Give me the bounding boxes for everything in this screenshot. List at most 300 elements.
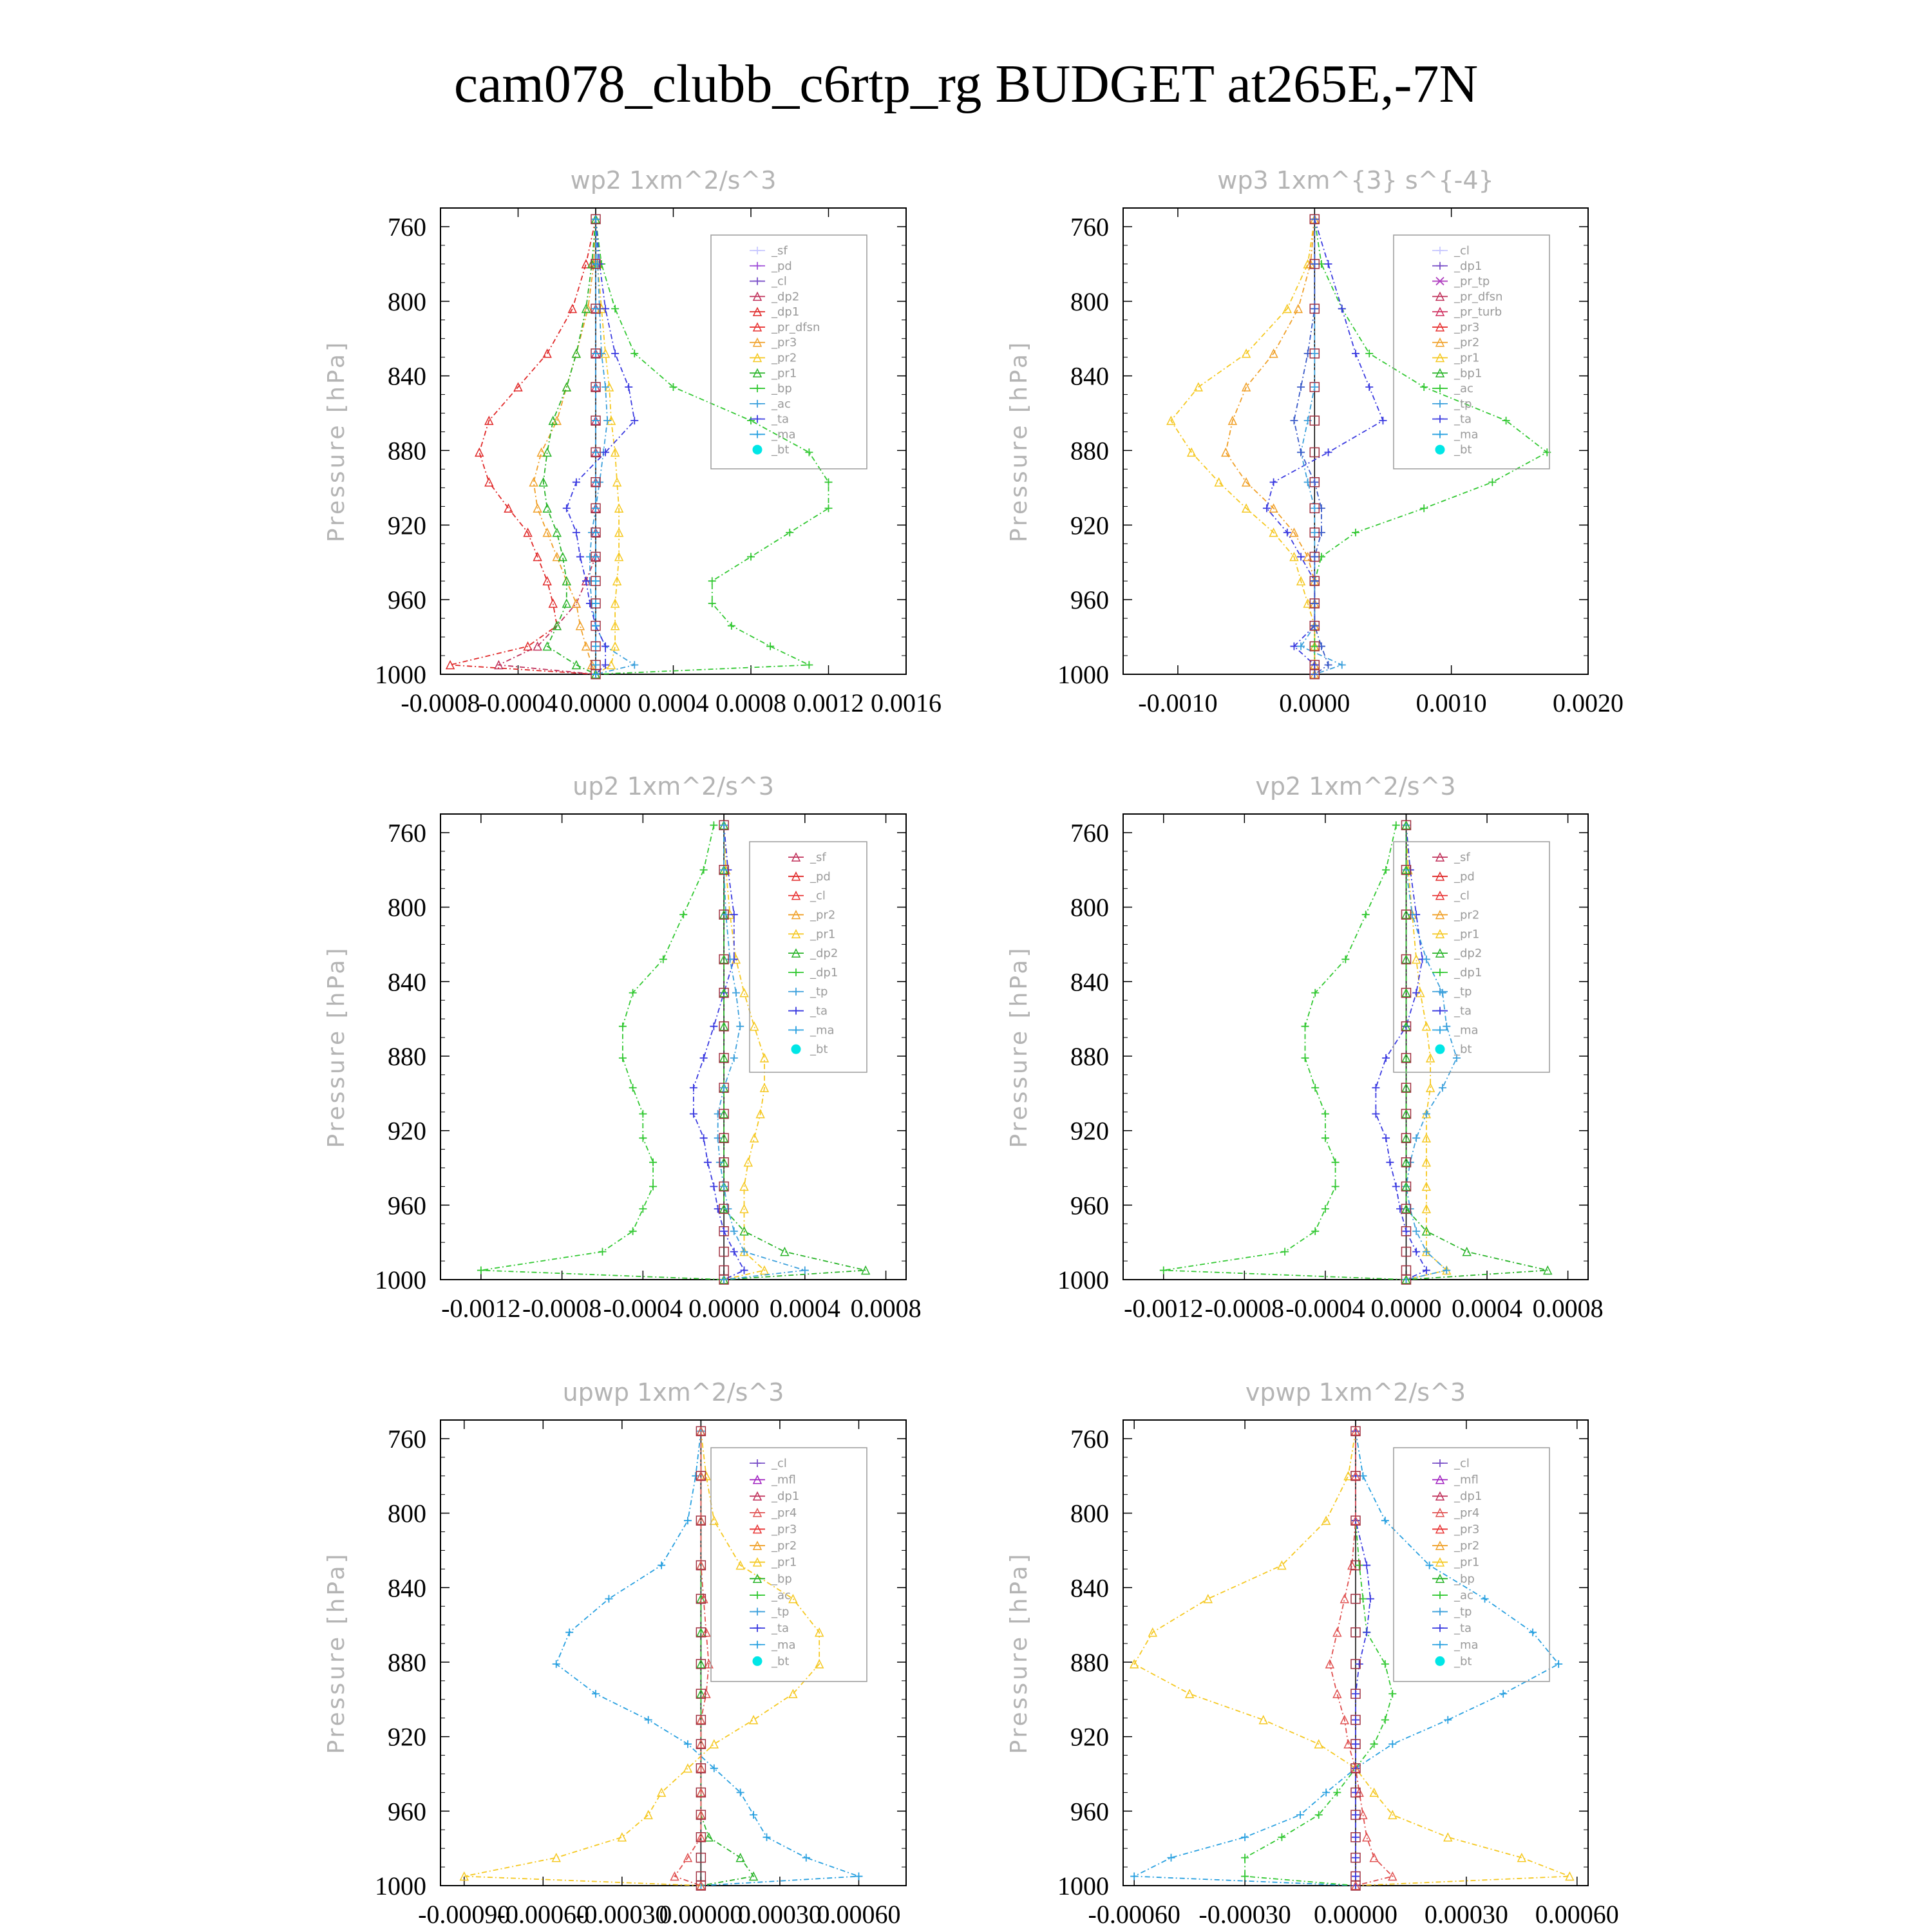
data-point-bp [649, 1182, 657, 1190]
series-line-ta [1356, 1431, 1370, 1886]
y-tick-label: 960 [388, 1797, 426, 1826]
data-point-ac [1443, 1023, 1450, 1030]
legend-label: _pr_dfsn [772, 320, 820, 334]
data-point-pr3 [1294, 305, 1302, 312]
legend-label: _pr1 [772, 366, 797, 381]
x-tick-label: 0.0008 [850, 1294, 922, 1323]
legend-marker-bt [1435, 1045, 1444, 1054]
data-point-pr2 [1444, 1833, 1452, 1841]
x-tick-label: 0.0012 [793, 688, 864, 717]
x-tick-label: -0.0008 [401, 688, 480, 717]
data-point-ta [1412, 989, 1420, 997]
series-line-ta [694, 825, 744, 1280]
data-point-dp1 [544, 577, 551, 585]
data-point-bp [1420, 504, 1428, 512]
data-point-bp [639, 1205, 647, 1213]
y-tick-label: 760 [388, 212, 426, 242]
series-line-pr2 [1171, 219, 1314, 674]
legend-label: _pr3 [772, 336, 797, 350]
data-point-ma [692, 1472, 699, 1480]
data-point-ta [1325, 260, 1332, 268]
x-tick-label: 0.0016 [871, 688, 942, 717]
legend-marker-cl [1436, 262, 1444, 270]
data-point-ma [592, 643, 600, 650]
data-point-ma [1444, 1716, 1452, 1724]
y-tick-label: 1000 [375, 1265, 426, 1294]
data-point-ta [1382, 1134, 1390, 1142]
data-point-ta [700, 1134, 708, 1142]
legend-label: _pr_dfsn [1454, 290, 1503, 304]
y-axis-label: Pressure [hPa] [323, 1551, 350, 1754]
data-point-tp [1311, 600, 1318, 607]
legend-label: _pr2 [1454, 1539, 1480, 1553]
legend-label: _pd [772, 259, 792, 273]
data-point-tp [1311, 577, 1318, 585]
data-point-bp [708, 577, 716, 585]
data-point-ta [1412, 1248, 1420, 1256]
data-point-ma [592, 350, 600, 357]
y-tick-label: 840 [388, 967, 426, 997]
series-line-pr4 [1330, 1431, 1392, 1886]
series-line-pr1 [701, 1431, 753, 1886]
legend-label: _sf [772, 244, 788, 258]
panel-title: upwp 1xm^2/s^3 [562, 1378, 784, 1406]
y-tick-label: 760 [1070, 818, 1109, 848]
data-point-ma [605, 1595, 612, 1603]
y-axis-label: Pressure [hPa] [323, 339, 350, 543]
series-line-pr2 [596, 219, 619, 674]
legend-label: _bt [1454, 443, 1472, 457]
data-point-ac [1311, 350, 1318, 357]
data-point-ma [1529, 1629, 1537, 1636]
data-point-bp [1311, 643, 1318, 650]
series-line-bp [481, 825, 724, 1280]
y-tick-label: 1000 [375, 1871, 426, 1900]
series-line-pr3 [534, 219, 596, 674]
data-point-ta [1352, 350, 1359, 357]
legend-box [750, 842, 867, 1072]
data-point-tp [1325, 661, 1332, 669]
panel-1 [323, 166, 942, 717]
series-line-ac [718, 825, 805, 1280]
x-tick-label: -0.00030 [1198, 1900, 1291, 1929]
panel-6 [1006, 1378, 1619, 1929]
data-point-ac [730, 1227, 738, 1235]
y-tick-label: 920 [1070, 1116, 1109, 1146]
y-tick-label: 800 [1070, 893, 1109, 922]
data-point-ac [601, 383, 609, 391]
y-tick-label: 880 [1070, 436, 1109, 466]
data-point-ac [720, 1084, 728, 1092]
legend-marker-ta [1436, 1007, 1444, 1015]
legend-label: _pr4 [772, 1506, 797, 1520]
legend-label: _cl [1454, 889, 1470, 903]
x-tick-label: -0.0008 [522, 1294, 602, 1323]
data-point-bp [629, 1084, 637, 1092]
data-point-ta [741, 1267, 748, 1274]
data-point-tp [1311, 215, 1318, 223]
y-axis-label: Pressure [hPa] [323, 945, 350, 1148]
data-point-bp [825, 478, 833, 486]
y-tick-label: 840 [1070, 361, 1109, 391]
data-point-ta [1352, 1716, 1359, 1724]
data-point-pr2 [618, 1833, 626, 1841]
legend-marker-bp [1436, 1591, 1444, 1599]
data-point-ma [1481, 1595, 1489, 1603]
legend-label: _mfl [772, 1473, 796, 1487]
data-point-ac [1338, 661, 1346, 669]
data-point-pr2 [744, 1159, 752, 1166]
panel-2 [1006, 166, 1624, 717]
legend-label: _pr3 [1454, 1522, 1480, 1537]
data-point-ta [1379, 417, 1387, 424]
y-tick-label: 1000 [1057, 1871, 1109, 1900]
data-point-bp [710, 821, 717, 829]
legend-label: _bp [1454, 1572, 1475, 1586]
legend-label: _dp1 [772, 305, 800, 319]
y-tick-label: 1000 [1057, 1265, 1109, 1294]
x-tick-label: -0.0012 [1124, 1294, 1204, 1323]
y-tick-label: 840 [1070, 1573, 1109, 1603]
data-point-ma [802, 1854, 810, 1862]
data-point-pr2 [750, 1023, 758, 1030]
legend-label: _bp [772, 382, 792, 396]
data-point-ac [801, 1267, 809, 1274]
data-point-bp [477, 1267, 485, 1274]
legend-label: _ta [810, 1004, 828, 1018]
y-tick-label: 960 [1070, 1191, 1109, 1220]
data-point-pr1 [781, 1248, 788, 1256]
data-point-bp [1311, 1084, 1319, 1092]
data-point-ta [1363, 1629, 1370, 1636]
data-point-bp [629, 1227, 637, 1235]
x-tick-label: -0.00060 [497, 1900, 589, 1929]
legend-marker-sf [1436, 247, 1444, 254]
series-line-bp [1164, 825, 1406, 1280]
y-tick-label: 880 [388, 436, 426, 466]
data-point-ta [1402, 1227, 1410, 1235]
y-tick-label: 920 [1070, 1722, 1109, 1752]
data-point-ta [611, 350, 619, 357]
series-line-dp1 [450, 219, 596, 674]
data-point-pr4 [1370, 1854, 1378, 1862]
x-tick-label: 0.0004 [769, 1294, 840, 1323]
data-point-ma [592, 417, 600, 424]
data-point-tp [1311, 305, 1318, 312]
series-line-ma [556, 1431, 859, 1886]
data-point-dp1 [549, 600, 557, 607]
series-line-pr1 [1406, 825, 1548, 1280]
legend-marker-ma [792, 1026, 800, 1034]
legend-label: _pr_tp [1454, 274, 1490, 289]
legend-label: _ta [1454, 1622, 1472, 1636]
data-point-ac [1412, 1227, 1420, 1235]
data-point-bp [708, 600, 716, 607]
x-tick-label: 0.0000 [688, 1294, 760, 1323]
data-point-bp [1241, 1873, 1249, 1880]
legend-label: _ma [1454, 1023, 1479, 1037]
y-tick-label: 960 [1070, 585, 1109, 615]
legend-label: _pr2 [1454, 908, 1480, 922]
data-point-ac [1311, 529, 1318, 536]
data-point-bp [630, 350, 638, 357]
data-point-bp [619, 1023, 627, 1030]
data-point-bp [1332, 1159, 1340, 1166]
plot-frame [1123, 208, 1588, 674]
legend-label: _cl [810, 889, 826, 903]
data-point-tp [1311, 553, 1318, 561]
data-point-ta [1352, 1740, 1359, 1748]
series-line-pr2 [1134, 1431, 1569, 1886]
data-point-bp [1356, 1562, 1363, 1569]
legend-label: _pd [810, 869, 831, 884]
data-point-ma [592, 577, 600, 585]
legend-label: _sf [810, 851, 826, 864]
x-tick-label: -0.0004 [1285, 1294, 1365, 1323]
data-point-ta [1392, 1182, 1400, 1190]
data-point-tp [1311, 260, 1318, 268]
y-tick-label: 800 [388, 893, 426, 922]
legend-label: _pr2 [810, 908, 836, 922]
legend-label: _dp1 [1454, 1490, 1482, 1504]
data-point-pr2 [750, 1134, 758, 1142]
data-point-ac [603, 417, 611, 424]
data-point-ac [1423, 1110, 1430, 1118]
data-point-ta [573, 529, 580, 536]
data-point-ta [1352, 1690, 1359, 1698]
data-point-ta [1311, 661, 1318, 669]
x-tick-label: 0.0004 [638, 688, 709, 717]
y-tick-label: 800 [1070, 287, 1109, 316]
legend-label: _pd [1454, 869, 1475, 884]
x-tick-label: 0.00060 [817, 1900, 901, 1929]
legend-label: _pr1 [1454, 927, 1480, 942]
data-point-ta [1352, 1854, 1359, 1862]
data-point-pr2 [1260, 1716, 1267, 1724]
x-tick-label: -0.0008 [1204, 1294, 1285, 1323]
x-tick-label: -0.0004 [603, 1294, 683, 1323]
legend-label: _ma [1454, 1638, 1479, 1652]
y-tick-label: 920 [388, 511, 426, 540]
data-point-tp [1311, 670, 1318, 678]
legend-label: _ta [1454, 412, 1472, 426]
data-point-pr2 [750, 1716, 757, 1724]
data-point-ac [736, 1023, 744, 1030]
data-point-ac [1297, 643, 1305, 650]
legend-label: _cl [772, 274, 787, 289]
legend-marker-bp [792, 969, 800, 976]
legend-label: _ac [772, 1588, 791, 1602]
y-axis-label: Pressure [hPa] [1006, 1551, 1032, 1754]
data-point-ta [690, 1084, 697, 1092]
legend-label: _ma [1454, 428, 1479, 442]
data-point-ta [625, 383, 632, 391]
data-point-ac [730, 1054, 738, 1062]
data-point-ta [1386, 1159, 1394, 1166]
data-point-ta [710, 1023, 717, 1030]
legend-label: _mfl [1454, 1473, 1479, 1487]
data-point-ta [1338, 305, 1346, 312]
data-point-ta [601, 305, 609, 312]
y-tick-label: 960 [388, 585, 426, 615]
data-point-ma [592, 622, 600, 630]
legend-label: _bt [772, 443, 790, 457]
data-point-bp [611, 305, 619, 312]
legend-marker-ma [1436, 1026, 1444, 1034]
data-point-ta [1356, 1660, 1363, 1668]
data-point-ma [1381, 1517, 1389, 1524]
y-axis-label: Pressure [hPa] [1006, 945, 1032, 1148]
data-point-bp [1302, 1023, 1309, 1030]
legend-marker-cl [753, 278, 761, 285]
plot-frame [440, 814, 906, 1280]
data-point-ta [1297, 553, 1305, 561]
data-point-ac [1412, 1134, 1420, 1142]
series-line-ac [1406, 825, 1457, 1280]
data-point-ac [1311, 383, 1318, 391]
data-point-ta [1270, 478, 1278, 486]
legend-label: _bt [810, 1043, 828, 1057]
plot-frame [440, 1420, 906, 1886]
legend-label: _ma [772, 1638, 796, 1652]
legend-marker-bp [753, 384, 761, 392]
x-tick-label: 0.0000 [1370, 1294, 1442, 1323]
data-point-ta [1365, 383, 1373, 391]
legend-label: _bp [772, 1572, 792, 1586]
legend-label: _bp1 [1454, 366, 1482, 381]
legend-marker-bp [753, 1591, 761, 1599]
legend-marker-bp [1436, 969, 1444, 976]
x-tick-label: 0.0020 [1553, 688, 1624, 717]
data-point-ta [710, 1182, 717, 1190]
data-point-bp [1381, 1660, 1389, 1668]
legend-label: _pr2 [772, 351, 797, 365]
legend-label: _tp [1454, 1605, 1472, 1619]
data-point-bp [1488, 478, 1496, 486]
data-point-ma [1130, 1873, 1138, 1880]
data-point-pr2 [1186, 1690, 1193, 1698]
legend-label: _ta [772, 1622, 790, 1636]
data-point-bp [679, 911, 687, 918]
data-point-ma [1388, 1740, 1396, 1748]
data-point-dp1 [475, 448, 483, 456]
data-point-ta [720, 1227, 728, 1235]
data-point-ta [730, 1248, 738, 1256]
legend-label: _pr4 [1454, 1506, 1480, 1520]
data-point-pr4 [1333, 1690, 1341, 1698]
data-point-dp2 [573, 600, 580, 607]
data-point-ac [732, 989, 740, 997]
data-point-ma [684, 1517, 692, 1524]
legend-marker-sf [753, 247, 761, 254]
data-point-bp [1311, 989, 1319, 997]
legend-label: _dp2 [1454, 947, 1482, 961]
legend-label: _dp1 [810, 965, 838, 980]
x-tick-label: 0.0010 [1416, 688, 1487, 717]
data-point-pr1 [1463, 1248, 1471, 1256]
page-title: cam078_clubb_c6rtp_rg BUDGET at265E,-7N [453, 54, 1479, 114]
y-tick-label: 800 [388, 287, 426, 316]
data-point-ta [1352, 1833, 1359, 1841]
legend-marker-ta [1436, 1624, 1444, 1632]
y-tick-label: 760 [1070, 1424, 1109, 1454]
x-tick-label: -0.00060 [1088, 1900, 1180, 1929]
legend-label: _dp2 [772, 290, 800, 304]
data-point-bp [728, 622, 735, 630]
data-point-ta [730, 911, 738, 918]
data-point-ta [1423, 1267, 1430, 1274]
x-tick-label: 0.00000 [1314, 1900, 1397, 1929]
data-point-ta [576, 553, 584, 561]
legend-label: _cl [1454, 244, 1470, 258]
x-tick-label: 0.00030 [737, 1900, 822, 1929]
data-point-ma [565, 1629, 573, 1636]
y-tick-label: 1000 [375, 660, 426, 689]
x-tick-label: 0.0008 [715, 688, 786, 717]
x-tick-label: -0.0010 [1138, 688, 1218, 717]
data-point-ta [1372, 1084, 1379, 1092]
y-tick-label: 760 [1070, 212, 1109, 242]
series-line-ta [1376, 825, 1426, 1280]
legend-marker-ac [792, 988, 800, 996]
data-point-ta [1352, 1873, 1359, 1880]
x-tick-label: 0.00000 [659, 1900, 743, 1929]
data-point-bp [805, 448, 813, 456]
data-point-ta [1372, 1110, 1379, 1118]
legend-label: _pr1 [1454, 351, 1480, 365]
legend-label: _tp [1454, 985, 1472, 999]
data-point-bp [825, 504, 833, 512]
x-tick-label: 0.0008 [1532, 1294, 1604, 1323]
data-point-ma [592, 383, 600, 391]
data-point-ta [563, 504, 571, 512]
data-point-ac [1311, 504, 1318, 512]
legend-marker-ac [1436, 1608, 1444, 1616]
y-tick-label: 840 [388, 1573, 426, 1603]
series-line-dp2 [498, 219, 596, 674]
y-tick-label: 880 [1070, 1041, 1109, 1071]
y-tick-label: 1000 [1057, 660, 1109, 689]
data-point-bp [1352, 529, 1359, 536]
data-point-ac [1439, 1084, 1446, 1092]
data-point-tp [1297, 448, 1305, 456]
data-point-ta [1382, 1054, 1390, 1062]
panel-title: vpwp 1xm^2/s^3 [1245, 1378, 1466, 1406]
legend-label: _tp [772, 1605, 790, 1619]
data-point-ma [855, 1873, 862, 1880]
series-line-pr2 [464, 1431, 819, 1886]
legend-label: _ta [772, 412, 790, 426]
data-point-bp [700, 866, 708, 874]
data-point-pr3 [1222, 448, 1229, 456]
plot-frame [1123, 814, 1588, 1280]
data-point-dp1 [446, 661, 454, 669]
data-point-bp [1311, 1227, 1319, 1235]
plot-frame [440, 208, 906, 674]
data-point-bp [747, 417, 755, 424]
data-point-bp [598, 1248, 606, 1256]
data-point-ma [592, 504, 600, 512]
data-point-bp [1420, 383, 1428, 391]
data-point-ac [720, 1276, 728, 1283]
legend-marker-ta [792, 1007, 800, 1015]
data-point-ma [658, 1562, 665, 1569]
data-point-bp [786, 529, 793, 536]
data-point-bp [1382, 866, 1390, 874]
legend-label: _ac [1454, 382, 1473, 396]
y-tick-label: 880 [388, 1041, 426, 1071]
data-point-ta [700, 1054, 708, 1062]
